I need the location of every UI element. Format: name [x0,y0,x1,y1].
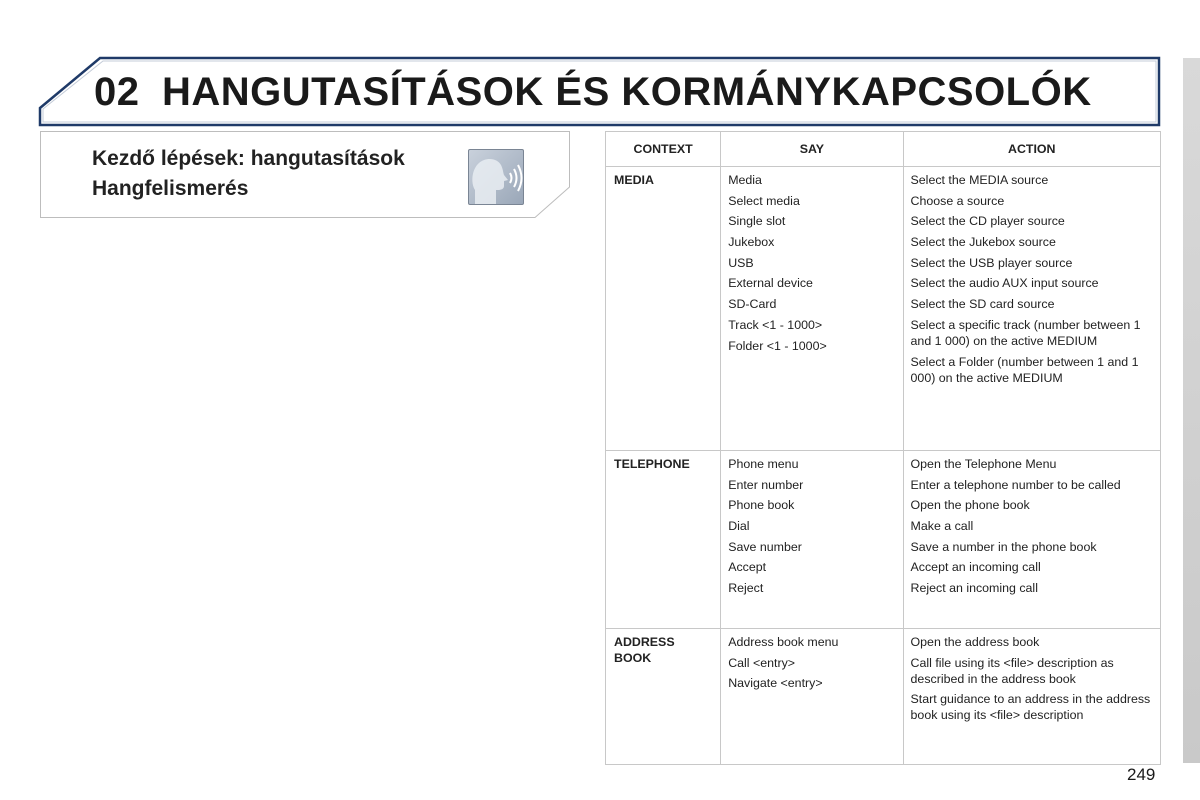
say-item: Jukebox [728,235,775,250]
context-cell: MEDIA [606,167,721,451]
action-item: Select the CD player source [910,214,1065,229]
say-item: Accept [728,560,767,575]
action-item: Call file using its <file> description as described in the address book [910,655,1114,686]
action-cell [903,629,1160,765]
action-item: Accept an incoming call [910,560,1041,575]
table-header-row [606,132,1161,167]
say-cell [721,167,903,451]
action-item: Select a Folder (number between 1 and 1 000) on the active MEDIUM [910,354,1139,385]
say-item: Enter number [728,477,804,492]
action-item: Start guidance to an address in the address book using its <file> description [910,692,1151,723]
action-item: Select the USB player source [910,255,1073,270]
say-cell [721,629,903,765]
action-item: Save a number in the phone book [910,539,1097,554]
table-row [606,451,1161,629]
header-action: ACTION [903,132,1160,167]
say-item: Select media [728,193,800,208]
header-context: CONTEXT [606,132,721,167]
action-item: Open the address book [910,635,1040,649]
action-item: Select the MEDIA source [910,173,1049,187]
side-tab-strip [1183,58,1200,763]
say-item: Media [728,173,762,187]
say-item: SD-Card [728,297,777,312]
say-item: Folder <1 - 1000> [728,338,827,353]
action-item: Open the Telephone Menu [910,457,1057,471]
say-item: Save number [728,539,802,554]
page-number: 249 [1127,765,1156,784]
say-item: Dial [728,519,750,534]
section-title: Kezdő lépések: hangutasítások [92,147,405,170]
say-item: Navigate <entry> [728,676,823,691]
say-cell [721,451,903,629]
header-say: SAY [721,132,903,167]
say-item: External device [728,276,813,291]
action-item: Reject an incoming call [910,581,1038,596]
section-subtitle: Hangfelismerés [92,177,249,200]
action-cell [903,167,1160,451]
say-item: USB [728,255,754,270]
say-item: Address book menu [728,635,839,649]
action-item: Select a specific track (number between 1 and 1 000) on the active MEDIUM [910,317,1141,348]
action-item: Select the SD card source [910,297,1055,312]
chapter-number: 02 [94,70,140,114]
say-item: Call <entry> [728,655,796,670]
action-item: Choose a source [910,193,1005,208]
chapter-header [0,0,1200,130]
action-item: Select the audio AUX input source [910,276,1099,291]
say-item: Reject [728,581,764,596]
action-item: Enter a telephone number to be called [910,477,1121,492]
say-item: Single slot [728,214,786,229]
say-item: Phone menu [728,457,799,471]
table-row [606,629,1161,765]
say-item: Phone book [728,498,795,513]
voice-recognition-icon [468,149,524,205]
context-cell: ADDRESS BOOK [606,629,721,765]
table-row [606,167,1161,451]
section-heading-box [40,131,570,221]
action-cell [903,451,1160,629]
action-item: Select the Jukebox source [910,235,1056,250]
context-cell: TELEPHONE [606,451,721,629]
voice-commands-table [605,131,1161,765]
action-item: Open the phone book [910,498,1030,513]
say-item: Track <1 - 1000> [728,317,823,332]
chapter-title: HANGUTASÍTÁSOK ÉS KORMÁNYKAPCSOLÓK [162,70,1092,114]
action-item: Make a call [910,519,974,534]
